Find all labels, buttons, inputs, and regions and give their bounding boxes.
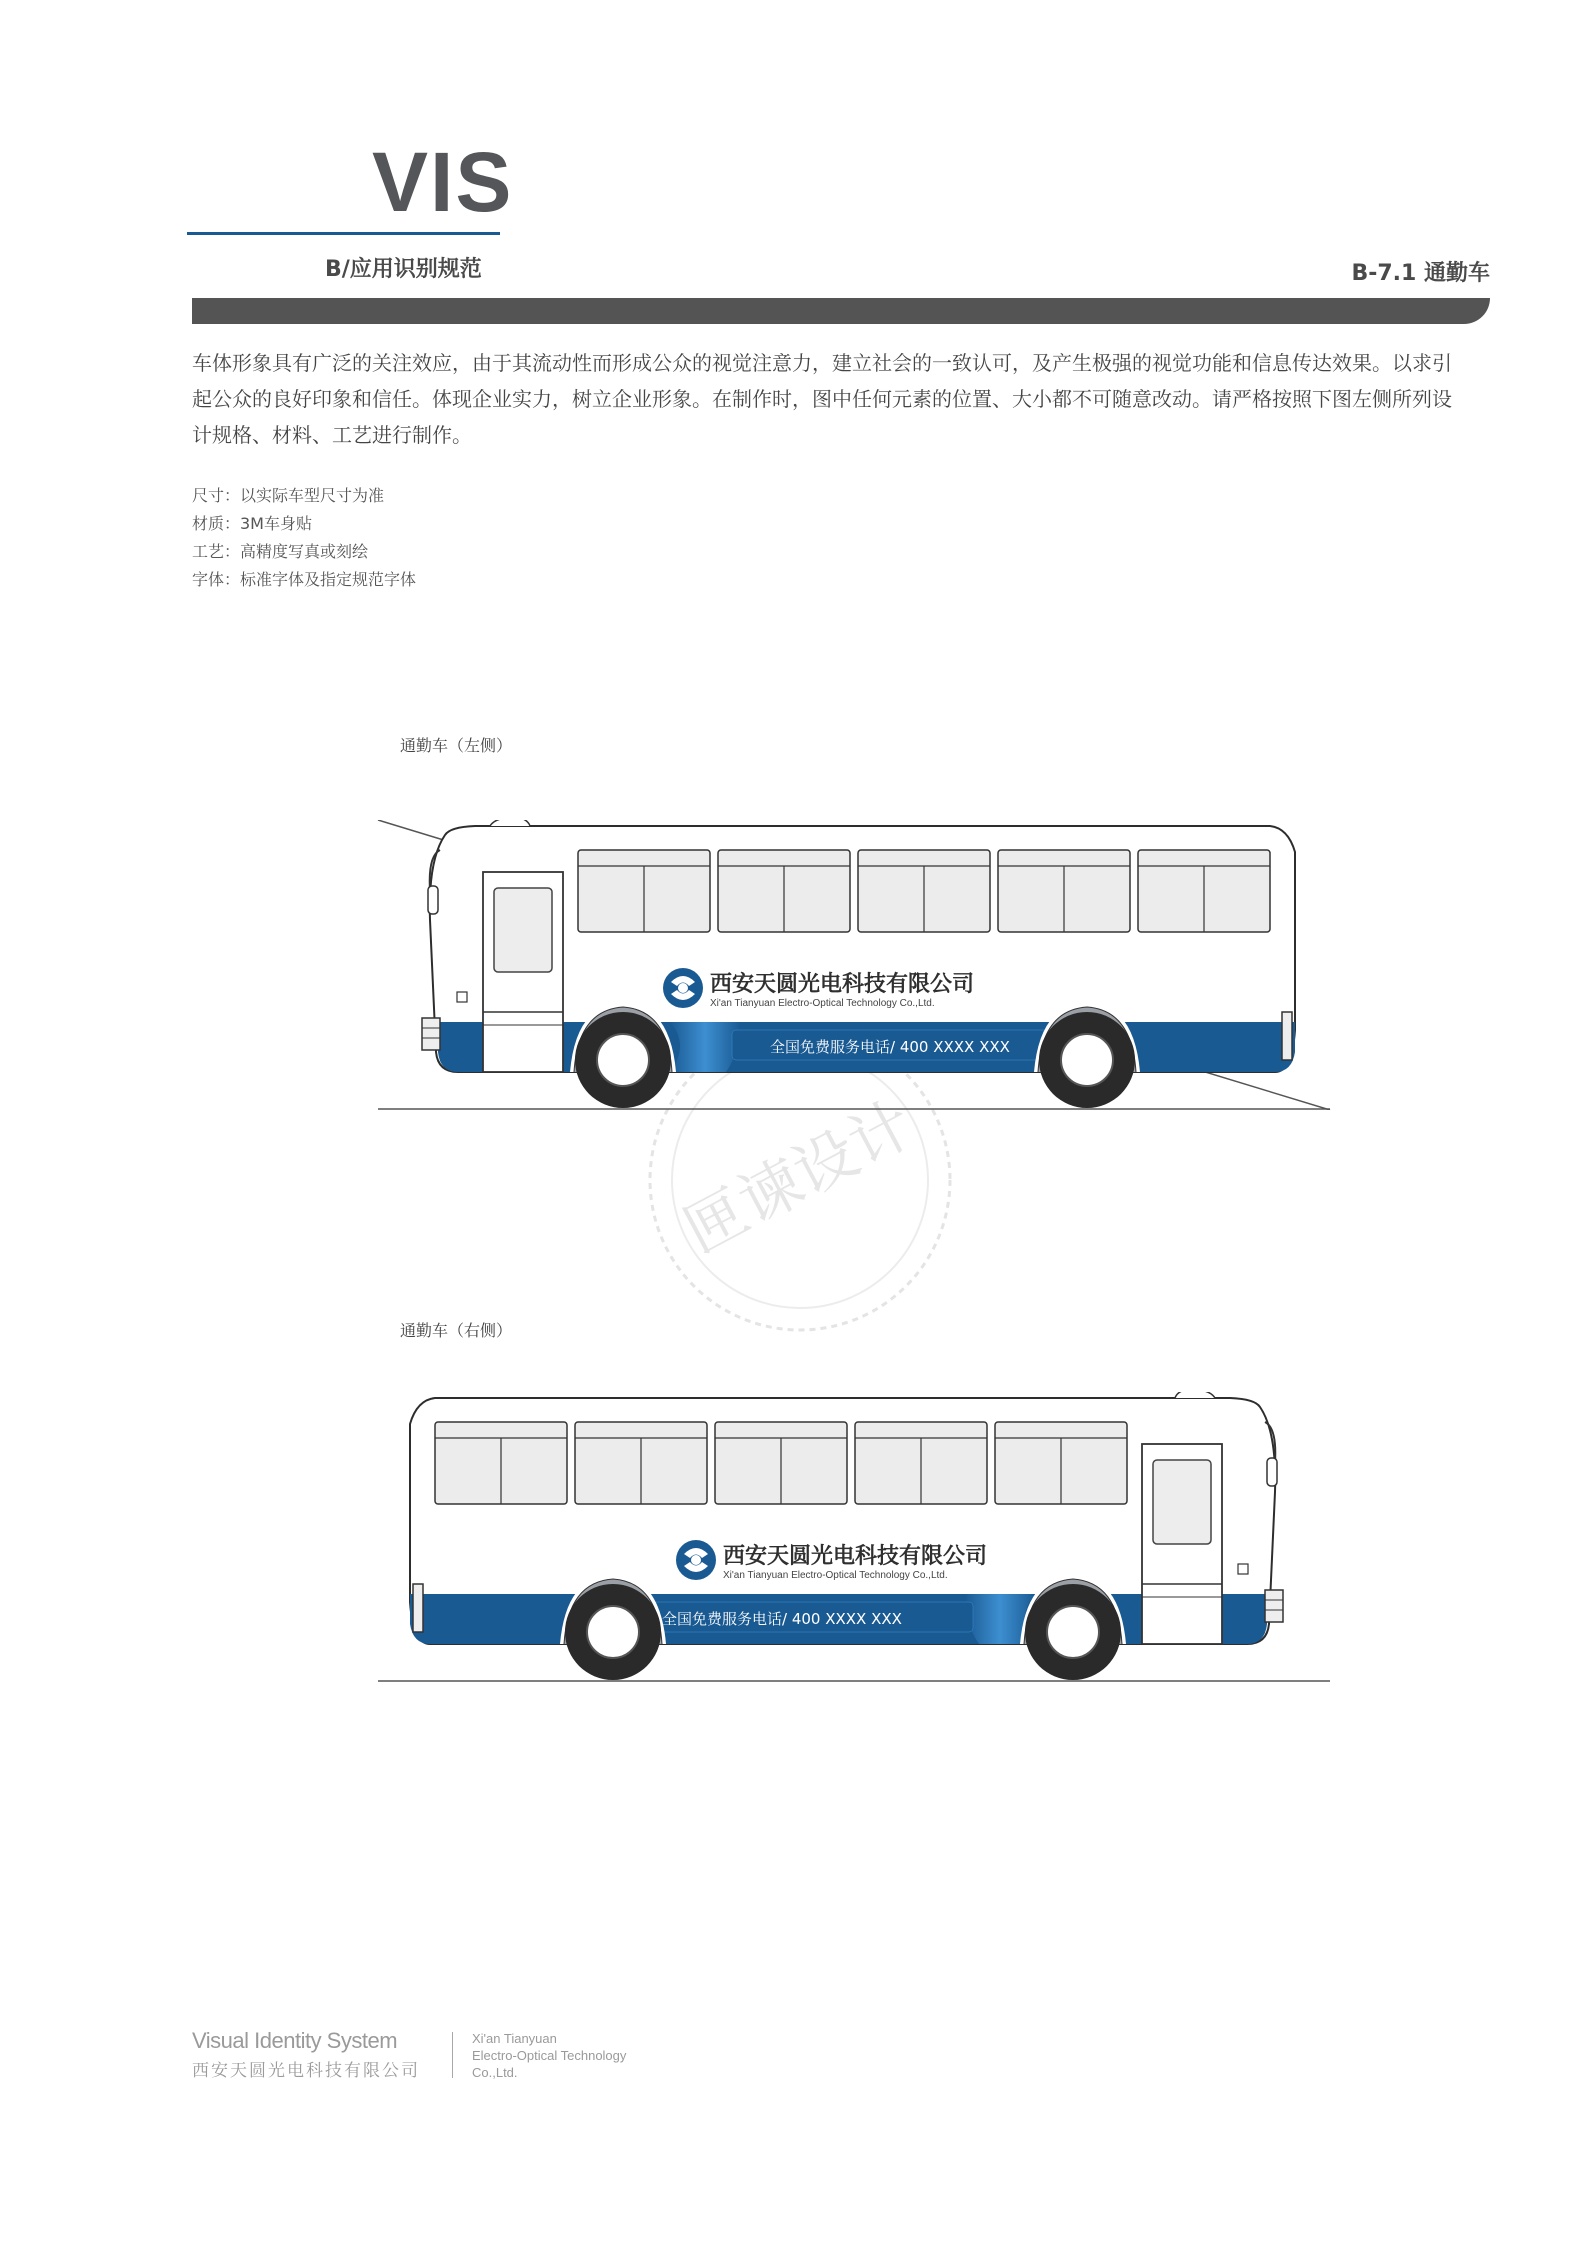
spec-size: 尺寸：以实际车型尺寸为准 <box>192 486 385 505</box>
company-name-cn: 西安天圆光电科技有限公司 <box>710 972 975 997</box>
watermark-text: 匣谏设计 <box>671 1086 925 1268</box>
hotline-text: 全国免费服务电话/ 400 XXXX XXX <box>770 1038 1010 1056</box>
footer-sub-line-3: Co.,Ltd. <box>472 2065 518 2080</box>
footer-company-en <box>472 2030 626 2081</box>
footer-brand-cn: 西安天圆光电科技有限公司 <box>192 2061 420 2081</box>
front-wheel <box>1025 1584 1121 1680</box>
spec-font: 字体：标准字体及指定规范字体 <box>192 570 417 589</box>
right-view-label: 通勤车（右侧） <box>400 1321 513 1340</box>
bus-left-side <box>370 820 1335 1110</box>
company-name-cn: 西安天圆光电科技有限公司 <box>723 1544 988 1569</box>
company-logo-mark <box>676 1540 716 1580</box>
rear-wheel <box>565 1584 661 1680</box>
footer-sub-line-2: Electro-Optical Technology <box>472 2048 627 2063</box>
section-label: B/应用识别规范 <box>325 257 482 282</box>
bus-right-side <box>370 1392 1335 1682</box>
company-name-en: Xi'an Tianyuan Electro-Optical Technology Co.,Ltd. <box>723 1570 948 1581</box>
rear-wheel <box>1039 1012 1135 1108</box>
description-paragraph: 车体形象具有广泛的关注效应，由于其流动性而形成公众的视觉注意力，建立社会的一致认可，及产生极强的视觉功能和信息传达效果。以求引起公众的良好印象和信任。体现企业实力，树立企业形象。在制作时，图中任何元素的位置、大小都不可随意改动。请严格按照下图左侧所列设计规格、材料、工艺进行制作。 <box>192 351 1452 447</box>
hotline-text: 全国免费服务电话/ 400 XXXX XXX <box>662 1610 902 1628</box>
front-wheel <box>575 1012 671 1108</box>
header-bar <box>192 298 1490 324</box>
vis-title: VIS <box>372 135 514 229</box>
title-rule <box>187 232 500 235</box>
accent-swoosh <box>670 1022 740 1072</box>
company-name-en: Xi'an Tianyuan Electro-Optical Technology Co.,Ltd. <box>710 998 935 1009</box>
spec-process: 工艺：高精度写真或刻绘 <box>192 542 369 561</box>
footer-divider <box>452 2032 453 2078</box>
spec-list <box>192 482 416 594</box>
footer-brand-en: Visual Identity System <box>192 2028 398 2053</box>
company-logo-mark <box>663 968 703 1008</box>
spec-material: 材质：3M车身贴 <box>192 514 312 533</box>
footer-sub-line-1: Xi'an Tianyuan <box>472 2031 557 2046</box>
left-view-label: 通勤车（左侧） <box>400 736 513 755</box>
page-code: B-7.1 通勤车 <box>1351 261 1490 286</box>
